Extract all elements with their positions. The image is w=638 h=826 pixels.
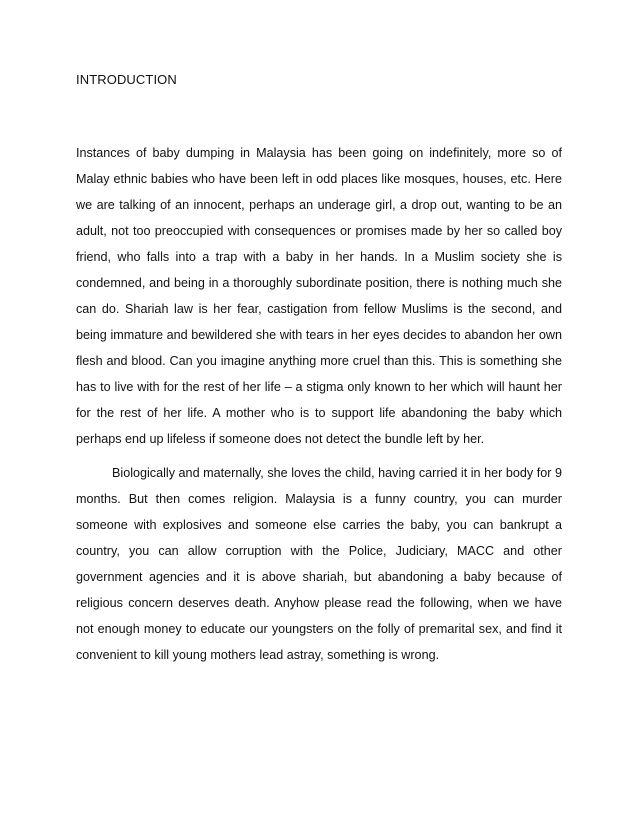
section-heading: INTRODUCTION xyxy=(76,72,177,87)
paragraph-1: Instances of baby dumping in Malaysia has been going on indefinitely, more so of Malay ethnic babies who have been left in odd places like mosques, houses, etc. Here we are talking of an innocent, perhaps an underage girl, a drop out, wanting to be an adult, not too preoccupied with consequences or promises made by her so called boy friend, who falls into a trap with a baby in her hands. In a Muslim society she is condemned, and being in a thoroughly subordinate position, there is nothing much she can do. Shariah law is her fear, castigation from fellow Muslims is the second, and being immature and bewildered she with tears in her eyes decides to abandon her own flesh and blood. Can you imagine anything more cruel than this. This is something she has to live with for the rest of her life – a stigma only known to her which will haunt her for the rest of her life. A mother who is to support life abandoning the baby which perhaps end up lifeless if someone does not detect the bundle left by her. xyxy=(76,146,562,446)
body-text xyxy=(76,140,562,668)
paragraph-2: Biologically and maternally, she loves the child, having carried it in her body for 9 months. But then comes religion. Malaysia is a funny country, you can murder someone with explosives and someone else carries the baby, you can bankrupt a country, you can allow corruption with the Police, Judiciary, MACC and other government agencies and it is above shariah, but abandoning a baby because of religious concern deserves death. Anyhow please read the following, when we have not enough money to educate our youngsters on the folly of premarital sex, and find it convenient to kill young mothers lead astray, something is wrong. xyxy=(76,466,562,662)
